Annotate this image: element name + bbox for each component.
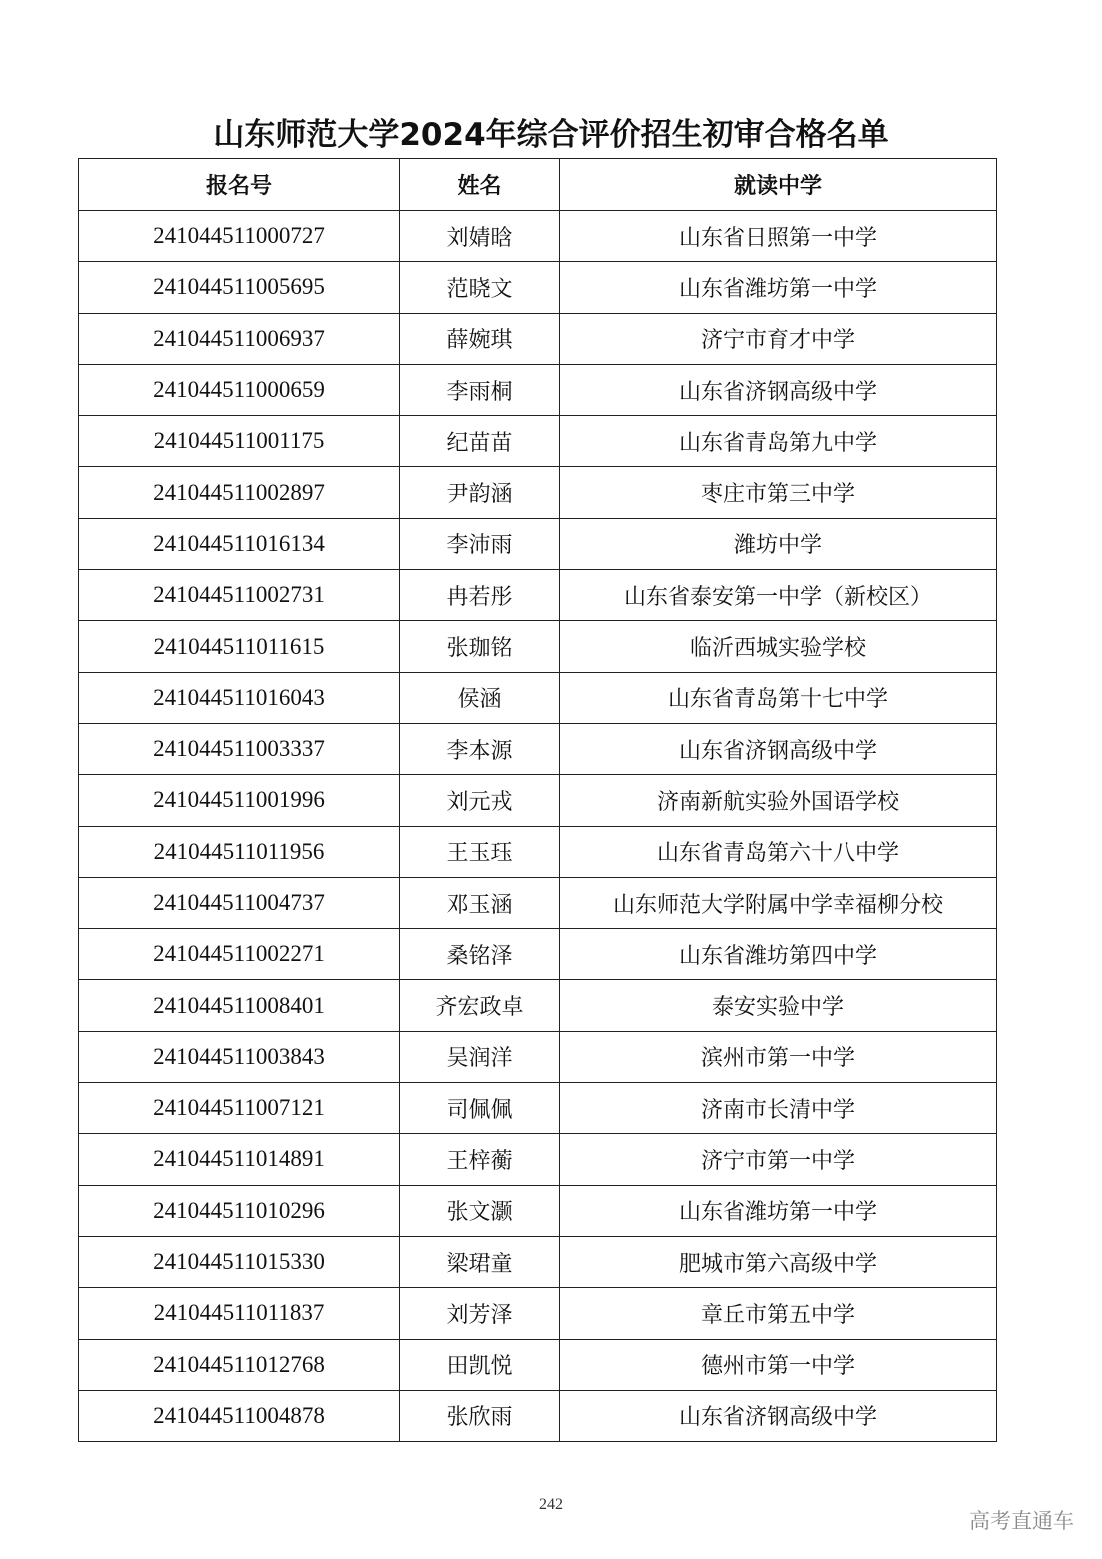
registration-number: 241044511000727	[79, 211, 400, 262]
registration-number: 241044511016134	[79, 518, 400, 569]
school-name: 山东省济钢高级中学	[560, 1390, 997, 1441]
student-name: 冉若彤	[400, 570, 560, 621]
student-name: 王梓蘅	[400, 1134, 560, 1185]
registration-number: 241044511015330	[79, 1236, 400, 1287]
registration-number: 241044511000659	[79, 364, 400, 415]
student-name: 邓玉涵	[400, 877, 560, 928]
header-registration-number: 报名号	[79, 159, 400, 211]
table-row	[79, 1031, 997, 1082]
registration-number: 241044511008401	[79, 980, 400, 1031]
registration-number: 241044511005695	[79, 262, 400, 313]
table-row	[79, 826, 997, 877]
school-name: 泰安实验中学	[560, 980, 997, 1031]
table-row	[79, 211, 997, 262]
page-number: 242	[539, 1496, 563, 1513]
table-row	[79, 877, 997, 928]
school-name: 山东省泰安第一中学（新校区）	[560, 570, 997, 621]
table-row	[79, 621, 997, 672]
student-name: 王玉珏	[400, 826, 560, 877]
registration-number: 241044511004737	[79, 877, 400, 928]
student-name: 李雨桐	[400, 364, 560, 415]
table-row	[79, 1185, 997, 1236]
student-name: 吴润洋	[400, 1031, 560, 1082]
school-name: 济南市长清中学	[560, 1083, 997, 1134]
school-name: 山东师范大学附属中学幸福柳分校	[560, 877, 997, 928]
student-name: 尹韵涵	[400, 467, 560, 518]
registration-number: 241044511003843	[79, 1031, 400, 1082]
school-name: 济宁市第一中学	[560, 1134, 997, 1185]
student-name: 刘芳泽	[400, 1288, 560, 1339]
student-name: 刘元戎	[400, 775, 560, 826]
student-name: 梁珺童	[400, 1236, 560, 1287]
school-name: 山东省济钢高级中学	[560, 364, 997, 415]
student-name: 张欣雨	[400, 1390, 560, 1441]
student-name: 侯涵	[400, 672, 560, 723]
student-name: 薛婉琪	[400, 313, 560, 364]
registration-number: 241044511007121	[79, 1083, 400, 1134]
registration-number: 241044511006937	[79, 313, 400, 364]
registration-number: 241044511004878	[79, 1390, 400, 1441]
student-name: 范晓文	[400, 262, 560, 313]
table-row	[79, 518, 997, 569]
school-name: 潍坊中学	[560, 518, 997, 569]
table-row	[79, 1134, 997, 1185]
school-name: 临沂西城实验学校	[560, 621, 997, 672]
watermark-text: 高考直通车	[969, 1509, 1074, 1533]
school-name: 山东省潍坊第一中学	[560, 262, 997, 313]
registration-number: 241044511014891	[79, 1134, 400, 1185]
registration-number: 241044511016043	[79, 672, 400, 723]
registration-number: 241044511002271	[79, 929, 400, 980]
student-name: 刘婧晗	[400, 211, 560, 262]
student-name: 齐宏政卓	[400, 980, 560, 1031]
registration-number: 241044511001996	[79, 775, 400, 826]
table-row	[79, 1288, 997, 1339]
registration-number: 241044511011837	[79, 1288, 400, 1339]
school-name: 山东省潍坊第一中学	[560, 1185, 997, 1236]
student-name: 张珈铭	[400, 621, 560, 672]
table-body	[79, 211, 997, 1442]
student-name: 张文灏	[400, 1185, 560, 1236]
registration-number: 241044511002731	[79, 570, 400, 621]
school-name: 山东省青岛第六十八中学	[560, 826, 997, 877]
table-row	[79, 723, 997, 774]
registration-number: 241044511001175	[79, 416, 400, 467]
registration-number: 241044511011615	[79, 621, 400, 672]
table-row	[79, 1339, 997, 1390]
table-row	[79, 313, 997, 364]
school-name: 济宁市育才中学	[560, 313, 997, 364]
school-name: 山东省日照第一中学	[560, 211, 997, 262]
page-title: 山东师范大学2024年综合评价招生初审合格名单	[213, 117, 889, 153]
registration-number: 241044511011956	[79, 826, 400, 877]
table-row	[79, 416, 997, 467]
student-name: 司佩佩	[400, 1083, 560, 1134]
table-row	[79, 929, 997, 980]
school-name: 肥城市第六高级中学	[560, 1236, 997, 1287]
roster-table	[78, 158, 997, 1442]
header-row	[79, 159, 997, 211]
table-row	[79, 262, 997, 313]
student-name: 桑铭泽	[400, 929, 560, 980]
school-name: 山东省潍坊第四中学	[560, 929, 997, 980]
registration-number: 241044511012768	[79, 1339, 400, 1390]
header-name: 姓名	[400, 159, 560, 211]
school-name: 山东省青岛第十七中学	[560, 672, 997, 723]
table-row	[79, 775, 997, 826]
table-row	[79, 1390, 997, 1441]
table-row	[79, 364, 997, 415]
school-name: 山东省青岛第九中学	[560, 416, 997, 467]
table-row	[79, 1236, 997, 1287]
table-row	[79, 467, 997, 518]
header-school: 就读中学	[560, 159, 997, 211]
student-name: 李沛雨	[400, 518, 560, 569]
school-name: 枣庄市第三中学	[560, 467, 997, 518]
registration-number: 241044511003337	[79, 723, 400, 774]
student-name: 李本源	[400, 723, 560, 774]
school-name: 济南新航实验外国语学校	[560, 775, 997, 826]
student-name: 田凯悦	[400, 1339, 560, 1390]
table-row	[79, 980, 997, 1031]
school-name: 山东省济钢高级中学	[560, 723, 997, 774]
registration-number: 241044511002897	[79, 467, 400, 518]
registration-number: 241044511010296	[79, 1185, 400, 1236]
school-name: 德州市第一中学	[560, 1339, 997, 1390]
school-name: 章丘市第五中学	[560, 1288, 997, 1339]
table-row	[79, 672, 997, 723]
school-name: 滨州市第一中学	[560, 1031, 997, 1082]
student-name: 纪苗苗	[400, 416, 560, 467]
table-row	[79, 1083, 997, 1134]
table-row	[79, 570, 997, 621]
